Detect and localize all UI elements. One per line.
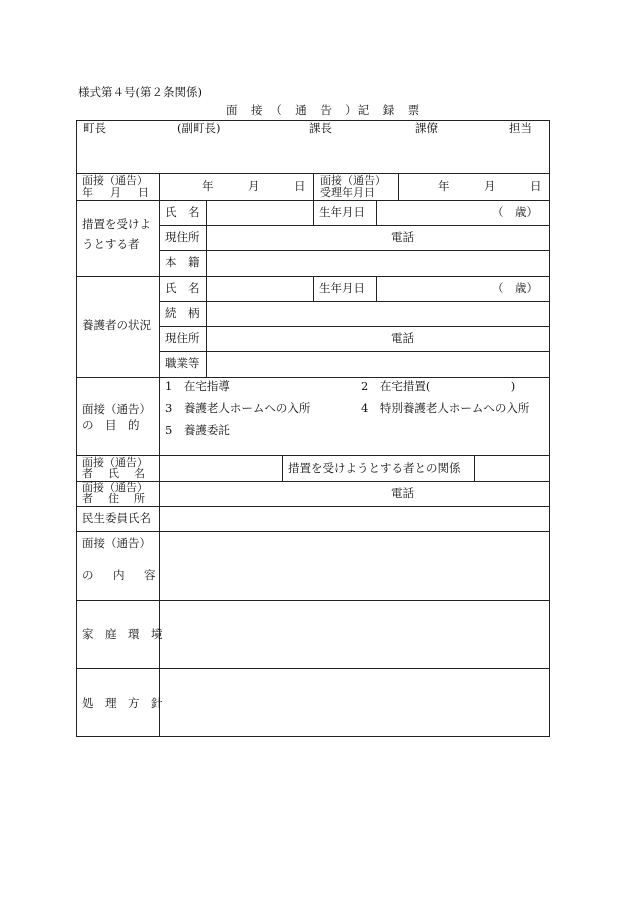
interview-date-value[interactable]: 年 月 日 [202,179,306,193]
family-label: 家 庭 環 境 [82,627,163,641]
purpose-option[interactable]: 2 在宅措置( ) [361,379,516,393]
guardian-phone-label: 電話 [391,331,414,345]
row-divider [159,225,550,226]
interview-date-label: 面接（通告） [82,174,148,187]
table-border-right [549,120,550,737]
guardian-section-label: 養護者の状況 [82,318,151,332]
row-divider [159,351,550,352]
row-divider [159,301,550,302]
guardian-age-label: （ 歳） [492,281,538,295]
guardian-occupation-label: 職業等 [165,356,200,370]
approval-chief: 町長 [83,121,106,135]
subject-address-label: 現住所 [165,230,200,244]
reporter-address-label: 者 住 所 [82,492,147,505]
row-divider [159,326,550,327]
subject-phone-label: 電話 [391,230,414,244]
policy-label: 処 理 方 針 [82,696,163,710]
col-divider [159,173,160,737]
subject-name-label: 氏 名 [165,205,200,219]
row-divider [76,600,550,601]
content-label: の 内 容 [82,568,160,582]
guardian-address-label: 現住所 [165,331,200,345]
row-divider [76,377,550,378]
content-label: 面接（通告） [82,536,151,550]
col-divider [313,200,314,226]
purpose-section-label: の 目 的 [82,418,140,432]
reporter-name-label: 面接（通告） [82,456,148,469]
col-divider [282,455,283,482]
approval-vice-chief: (副町長) [177,121,221,135]
purpose-option[interactable]: 5 養護委託 [165,423,230,437]
subject-section-label: うとする者 [82,237,140,251]
guardian-birth-label: 生年月日 [319,281,365,295]
guardian-name-label: 氏 名 [165,281,200,295]
col-divider [376,200,377,226]
table-border-bottom [76,736,550,737]
purpose-option[interactable]: 4 特別養護老人ホームへの入所 [361,401,530,415]
guardian-relation-label: 続 柄 [165,306,200,320]
col-divider [474,455,475,482]
reporter-phone-label: 電話 [391,486,414,500]
form-id: 様式第４号(第２条関係) [78,85,202,99]
row-divider [159,250,550,251]
approval-staff: 課僚 [415,121,438,135]
interview-date-label: 年 月 日 [82,186,152,199]
col-divider [313,276,314,302]
purpose-option[interactable]: 1 在宅指導 [165,379,230,393]
purpose-section-label: 面接（通告） [82,402,151,416]
reception-date-label: 面接（通告） [320,174,386,187]
reception-date-value[interactable]: 年 月 日 [438,179,542,193]
subject-section-label: 措置を受けよ [82,217,151,231]
col-divider [313,173,314,201]
row-divider [76,531,550,532]
purpose-option[interactable]: 3 養護老人ホームへの入所 [165,401,311,415]
col-divider [376,276,377,302]
approval-person-in-charge: 担当 [509,121,532,135]
form-title: 面 接 （ 通 告 ）記 録 票 [226,103,421,117]
reporter-address-label: 面接（通告） [82,481,148,494]
subject-age-label: （ 歳） [492,205,538,219]
subject-domicile-label: 本 籍 [165,255,200,269]
row-divider [76,668,550,669]
col-divider [206,200,207,377]
commissioner-label: 民生委員氏名 [82,511,151,525]
reception-date-label: 受理年月日 [320,186,375,199]
reporter-relation-label: 措置を受けようとする者との関係 [288,461,461,475]
approval-section-chief: 課長 [309,121,332,135]
col-divider [398,173,399,201]
reporter-name-label: 者 氏 名 [82,467,147,480]
row-divider [76,506,550,507]
subject-birth-label: 生年月日 [319,205,365,219]
table-border-left [76,120,77,737]
